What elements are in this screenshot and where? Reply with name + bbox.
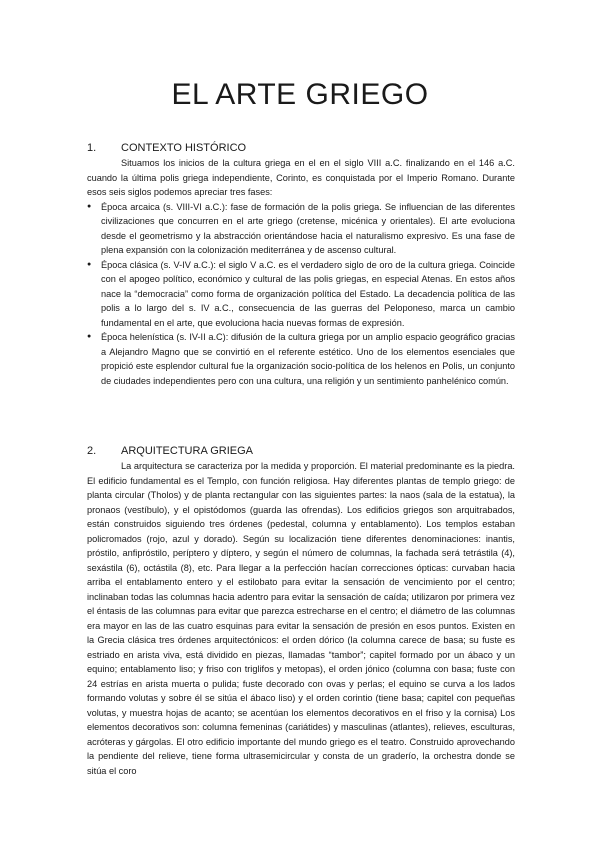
section-1-heading — [87, 142, 246, 154]
page-title: EL ARTE GRIEGO — [171, 78, 429, 111]
list-item-helenistica: ● Época helenística (s. IV-II a.C): difusión de la cultura griega por un amplio espacio geográfico gracias a Alejandro Magno que se convirtió en el referente estético. Uno de los elementos esenciales que propició este esplendor cultural fue la organización socio-política de los helenos en Polis, un conjunto de ciudades independientes pero con una cultura, una religión y un sentimiento panhelénico común. — [87, 330, 515, 388]
list-item-arcaica: ● Época arcaica (s. VIII-VI a.C.): fase de formación de la polis griega. Se influencian de las diferentes civilizaciones que concurren en el arte griego (cretense, micénica y orientales). El arte evoluciona desde el geometrismo y la abstracción orientándose hacia el naturalismo expresivo. Es una fase de plena expansión con la colonización mediterránea y de ascenso cultural. — [87, 200, 515, 258]
section-2-heading — [87, 445, 253, 457]
section-2-number: 2. — [87, 445, 97, 457]
section-1-number: 1. — [87, 142, 97, 154]
list-item-clasica: ● Época clásica (s. V-IV a.C.): el siglo V a.C. es el verdadero siglo de oro de la cultura griega. Coincide con el apogeo político, económico y cultural de las polis griegas, en especial Atenas. En estos años nace la “democracia” como forma de organización política del Estado. La decadencia política de las polis a lo largo del s. IV a.C., consecuencia de las guerras del Peloponeso, marca un cambio fundamental en el arte, que evoluciona hacia nuevas formas de expresión. — [87, 258, 515, 331]
phase-list — [87, 200, 515, 389]
section-2-body — [87, 459, 515, 778]
section-2-title: ARQUITECTURA GRIEGA — [121, 445, 254, 457]
section-1-title: CONTEXTO HISTÓRICO — [121, 142, 247, 154]
section-1-intro: Situamos los inicios de la cultura griega en el en el siglo VIII a.C. finalizando en el 146 a.C. cuando la última polis griega independiente, Corinto, es conquistada por el Imperio Romano. Durante esos seis siglos podemos apreciar tres fases: — [87, 158, 515, 197]
section-1-body — [87, 156, 515, 388]
section-2-paragraph: La arquitectura se caracteriza por la medida y proporción. El material predominante es la piedra. El edificio fundamental es el Templo, con función religiosa. Hay diferentes plantas de templo griego: de planta circular (Tholos) y de planta rectangular con las siguientes partes: la naos (sala de la estatua), la pronaos (vestíbulo), y el opistódomos (guarda las ofrendas). Los edificios griegos son arquitrabados, están construidos siguiendo tres órdenes (pedestal, columna y entablamento). Los templos estaban policromados (rojo, azul y dorado). Según su localización tiene diferentes denominaciones: inantis, próstilo, anfipróstilo, períptero y díptero, y según el número de columnas, la fachada será tetrástila (4), sexástila (6), octástila (8), etc. Para llegar a la perfección hacían correcciones ópticas: curvaban hacia arriba el entablamento entero y el estilobato para evitar la sensación de vencimiento por el centro; inclinaban todas las columnas hacia adentro para evitar la sensación de caída; utilizaron por primera vez el éntasis de las columnas para evitar que parezca estrecharse en el centro; el diámetro de las columnas era mayor en las de las cuatro esquinas para evitar la sensación de presión en esos puntos. Existen en la Grecia clásica tres órdenes arquitectónicos: el orden dórico (la columna carece de basa; su fuste es estriado en arista viva, está dividido en piezas, llamadas “tambor”; capitel formado por un ábaco y un equino; entablamento liso; y friso con triglifos y metopas), el orden jónico (columna con basa; fuste con 24 estrías en arista muerta o pulida; fuste decorado con ovas y perlas; el equino se curva a los lados formando volutas y sobre él se sitúa el ábaco liso) y el orden corintio (tiene basa; capitel con pequeñas volutas, y muestra hojas de acanto; se acentúan los elementos decorativos en el friso y la cornisa) Los elementos decorativos son: columna femeninas (cariátides) y masculinas (atlantes), relieves, esculturas, acróteras y gárgolas. El otro edificio importante del mundo griego es el teatro. Construido aprovechando la pendiente del relieve, tiene forma ultrasemicircular y consta de un graderío, la orchestra donde se sitúa el coro — [87, 461, 515, 776]
